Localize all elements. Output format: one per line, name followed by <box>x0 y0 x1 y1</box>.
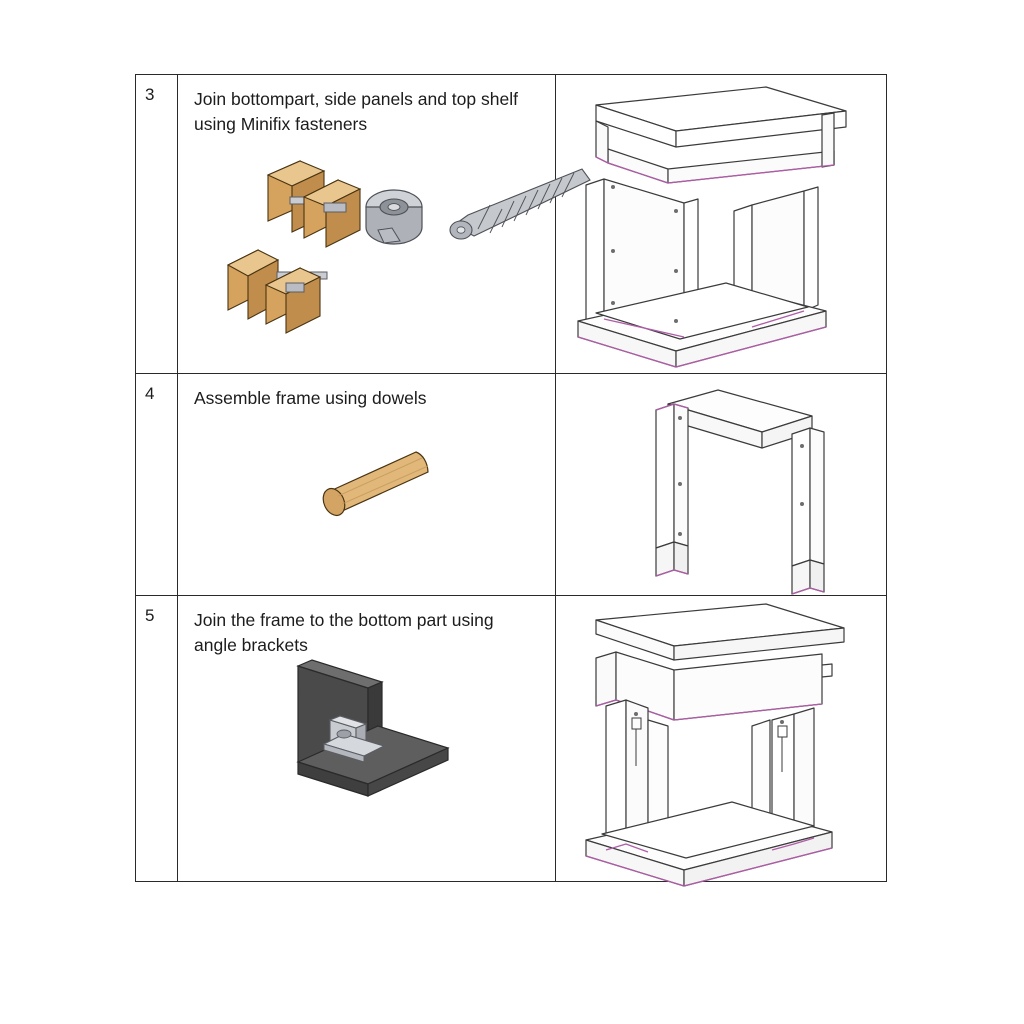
wooden-blocks-with-minifix-bolt-icon <box>228 161 360 333</box>
step-number: 3 <box>136 75 178 373</box>
table-row <box>136 75 886 374</box>
step-number: 4 <box>136 374 178 595</box>
wooden-dowel-icon <box>319 452 428 519</box>
complete-fireplace-surround-assembly-icon <box>556 596 886 881</box>
step-number: 5 <box>136 596 178 881</box>
step-assembly-illustration-cell <box>556 75 886 373</box>
angle-bracket-icon <box>298 660 448 796</box>
minifix-cam-housing-icon <box>366 190 422 244</box>
step-description-cell <box>178 596 556 881</box>
frame-assembly-icon <box>556 374 886 595</box>
step-parts-illustration <box>178 135 555 373</box>
step-instruction-text: Assemble frame using dowels <box>194 388 427 408</box>
step-parts-illustration <box>178 656 555 881</box>
step-assembly-illustration-cell <box>556 374 886 595</box>
table-row <box>136 596 886 881</box>
step-assembly-illustration-cell <box>556 596 886 881</box>
step-description-cell <box>178 75 556 373</box>
table-row <box>136 374 886 596</box>
step-instruction-text: Join bottompart, side panels and top shelf using Minifix fasteners <box>194 89 518 134</box>
instruction-table <box>135 74 887 882</box>
top-shelf-and-side-panels-assembly-icon <box>556 75 886 373</box>
step-parts-illustration <box>178 434 555 595</box>
step-description-cell <box>178 374 556 595</box>
step-instruction-text: Join the frame to the bottom part using angle brackets <box>194 610 494 655</box>
